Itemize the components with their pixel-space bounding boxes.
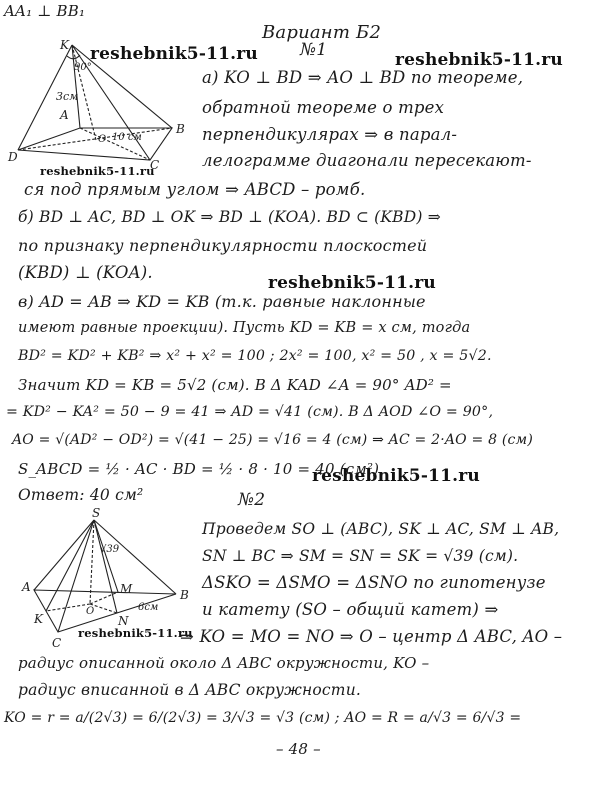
watermark: reshebnik5-11.ru — [312, 466, 480, 486]
p1-line: Значит KD = KB = 5√2 (см). В Δ KAD ∠A = 90° AD² = — [18, 376, 452, 394]
fig1-label-D: D — [8, 150, 18, 164]
problem2-number: №2 — [238, 490, 266, 510]
p2-line: ΔSKO = ΔSMO = ΔSNO по гипотенузе — [202, 573, 546, 592]
p1-line: перпендикулярах ⇒ в парал- — [202, 125, 458, 144]
fig1-label-ka: 3см — [56, 90, 79, 103]
p1-line: BD² = KD² + KB² ⇒ x² + x² = 100 ; 2x² = 100, x² = 50 , x = 5√2. — [18, 348, 492, 364]
variant-title: Вариант Б2 — [262, 22, 382, 43]
p2-line: и катету (SO – общий катет) ⇒ — [202, 600, 499, 619]
fig1-label-angle: 90° — [74, 62, 92, 73]
p1-line: б) BD ⊥ AC, BD ⊥ OK ⇒ BD ⊥ (KOA). BD ⊂ (KBD) ⇒ — [18, 208, 441, 226]
page-number: – 48 – — [276, 740, 321, 758]
p2-line: KO = r = a/(2√3) = 6/(2√3) = 3/√3 = √3 (см) ; AO = R = a/√3 = 6/√3 = — [4, 710, 522, 726]
watermark: reshebnik5-11.ru — [395, 50, 563, 70]
p1-line: в) AD = AB ⇒ KD = KB (т.к. равные наклонные — [18, 292, 426, 311]
fig2-label-S: S — [92, 506, 101, 520]
watermark: reshebnik5-11.ru — [78, 626, 193, 640]
fig2-label-C: C — [52, 636, 62, 650]
p2-line: радиус вписанной в Δ ABC окружности. — [18, 681, 362, 699]
top-fragment: AA₁ ⊥ BB₁ — [4, 2, 86, 20]
p1-line: AO = √(AD² − OD²) = √(41 − 25) = √16 = 4 (см) ⇒ AC = 2·AO = 8 (см) — [12, 432, 534, 448]
fig2-label-A: A — [22, 580, 31, 594]
watermark: reshebnik5-11.ru — [90, 44, 258, 64]
p2-line: ⇒ KO = MO = NO ⇒ O – центр Δ ABC, AO – — [180, 627, 563, 646]
p1-line: a) KO ⊥ BD ⇒ AO ⊥ BD по теореме, — [202, 68, 524, 87]
fig2-label-base: 6см — [138, 602, 159, 613]
p1-line: S_ABCD = ½ · AC · BD = ½ · 8 · 10 = 40 (см²) — [18, 460, 380, 478]
p1-answer: Ответ: 40 см² — [18, 486, 144, 504]
p2-line: радиус описанной около Δ ABC окружности, KO – — [18, 654, 430, 672]
fig1-label-B: B — [176, 122, 185, 136]
watermark: reshebnik5-11.ru — [268, 273, 436, 293]
p1-line: ся под прямым углом ⇒ ABCD – ромб. — [24, 180, 366, 199]
fig2-label-M: M — [120, 582, 133, 596]
fig1-label-A: A — [60, 108, 69, 122]
p1-line: обратной теореме о трех — [202, 98, 445, 117]
fig1-label-K: K — [60, 38, 69, 52]
fig2-label-N: N — [118, 614, 129, 628]
fig2-label-K: K — [34, 612, 43, 626]
fig1-label-O: O — [98, 134, 107, 145]
problem1-number: №1 — [300, 40, 328, 60]
p2-line: SN ⊥ BC ⇒ SM = SN = SK = √39 (см). — [202, 547, 519, 565]
fig1-label-C: C — [150, 158, 160, 172]
p1-line: (KBD) ⊥ (KOA). — [18, 263, 153, 282]
p2-line: Проведем SO ⊥ (ABC), SK ⊥ AC, SM ⊥ AB, — [202, 520, 560, 538]
p1-line: = KD² − KA² = 50 − 9 = 41 ⇒ AD = √41 (см). В Δ AOD ∠O = 90°, — [6, 404, 494, 420]
p1-line: лелограмме диагонали пересекают- — [202, 151, 532, 170]
fig2-label-B: B — [180, 588, 189, 602]
fig2-label-edge: √39 — [100, 544, 120, 555]
p1-line: по признаку перпендикулярности плоскостей — [18, 236, 428, 255]
fig2-label-O: O — [86, 606, 95, 617]
fig1-label-diag: 10 см — [112, 132, 142, 143]
p1-line: имеют равные проекции). Пусть KD = KB = x см, тогда — [18, 320, 471, 336]
watermark: reshebnik5-11.ru — [40, 164, 155, 178]
